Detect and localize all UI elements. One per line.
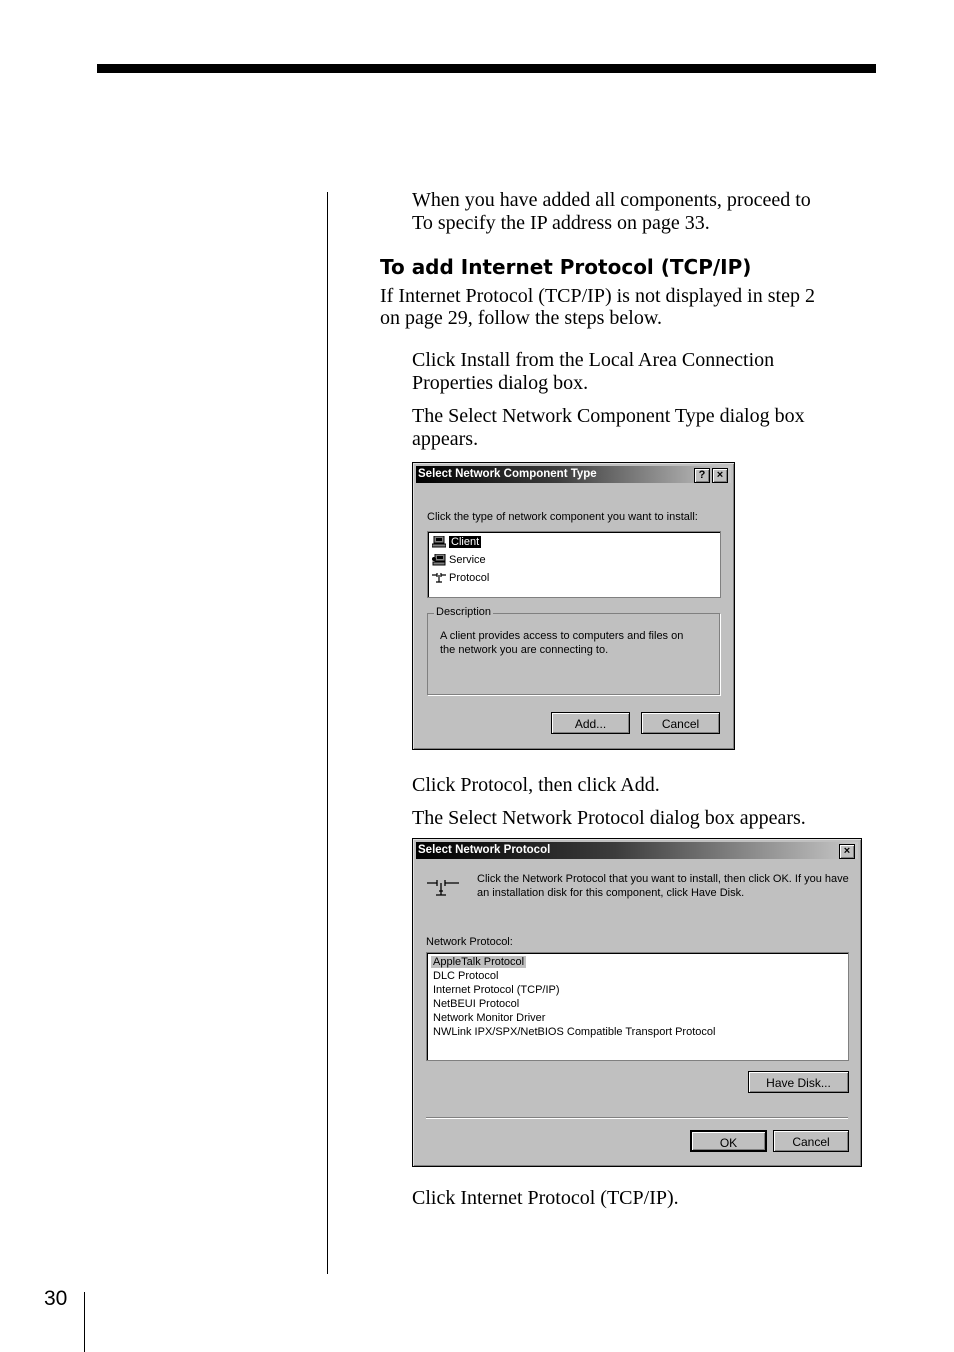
protocol-item-tcpip[interactable]: Internet Protocol (TCP/IP) xyxy=(433,984,560,996)
step1-result-1: The Select Network Component Type dialog box xyxy=(412,405,805,427)
close-icon[interactable]: × xyxy=(839,844,855,859)
section-line-1: If Internet Protocol (TCP/IP) is not displayed in step 2 xyxy=(380,285,815,307)
component-type-list[interactable] xyxy=(427,531,721,598)
description-groupbox xyxy=(427,606,720,695)
help-icon[interactable]: ? xyxy=(694,468,710,483)
dialog2-info-line-1: Click the Network Protocol that you want to install, then click OK. If you have xyxy=(477,873,849,885)
dialog1-title: Select Network Component Type xyxy=(418,468,597,480)
section-line-2: on page 29, follow the steps below. xyxy=(380,307,662,329)
description-line-1: A client provides access to computers and files on xyxy=(440,630,684,642)
protocol-item-netbeui[interactable]: NetBEUI Protocol xyxy=(433,998,520,1010)
dialog2-info-line-2: an installation disk for this component, click Have Disk. xyxy=(477,887,745,899)
computer-icon xyxy=(432,536,446,548)
step1-result-2: appears. xyxy=(412,428,479,450)
network-protocol-label: Network Protocol: xyxy=(426,936,513,948)
have-disk-button[interactable]: Have Disk... xyxy=(748,1071,849,1093)
step2-result: The Select Network Protocol dialog box appears. xyxy=(412,807,806,829)
add-button[interactable]: Add... xyxy=(551,712,630,734)
dialog1-prompt: Click the type of network component you want to install: xyxy=(427,511,698,523)
column-rule xyxy=(327,192,328,1274)
list-item-client[interactable]: Client xyxy=(432,535,481,549)
section-heading: To add Internet Protocol (TCP/IP) xyxy=(380,255,752,279)
network-protocol-list[interactable] xyxy=(426,952,849,1061)
protocol-item-dlc[interactable]: DLC Protocol xyxy=(433,970,499,982)
protocol-item-appletalk[interactable]: AppleTalk Protocol xyxy=(433,956,525,968)
intro-line-1: When you have added all components, proceed to xyxy=(412,189,811,211)
list-item-service[interactable]: Service xyxy=(432,553,486,567)
step3-line-1: Click Internet Protocol (TCP/IP). xyxy=(412,1187,679,1209)
select-network-component-dialog xyxy=(412,462,735,750)
step1-line-1: Click Install from the Local Area Connection xyxy=(412,349,775,371)
description-line-2: the network you are connecting to. xyxy=(440,644,609,656)
cancel-button[interactable]: Cancel xyxy=(641,712,720,734)
cancel-button[interactable]: Cancel xyxy=(773,1130,849,1152)
network-protocol-icon xyxy=(425,877,461,901)
dialog1-titlebar xyxy=(416,466,731,483)
top-rule xyxy=(97,64,876,73)
step1-line-2: Properties dialog box. xyxy=(412,372,589,394)
select-network-protocol-dialog xyxy=(412,838,862,1167)
dialog2-titlebar xyxy=(416,842,858,859)
list-item-protocol[interactable]: Protocol xyxy=(432,571,489,585)
protocol-item-network-monitor[interactable]: Network Monitor Driver xyxy=(433,1012,546,1024)
dialog2-title: Select Network Protocol xyxy=(418,844,551,856)
description-title: Description xyxy=(436,606,492,618)
dialog2-separator xyxy=(426,1117,848,1119)
ok-button[interactable]: OK xyxy=(690,1130,767,1152)
page-number: 30 xyxy=(44,1287,68,1310)
protocol-icon xyxy=(432,572,446,584)
step2-line-1: Click Protocol, then click Add. xyxy=(412,774,660,796)
protocol-item-nwlink[interactable]: NWLink IPX/SPX/NetBIOS Compatible Transport Protocol xyxy=(433,1026,716,1038)
service-icon xyxy=(432,554,446,566)
page-number-rule xyxy=(84,1292,85,1352)
close-icon[interactable]: × xyxy=(712,468,728,483)
intro-line-2: To specify the IP address on page 33. xyxy=(412,212,710,234)
